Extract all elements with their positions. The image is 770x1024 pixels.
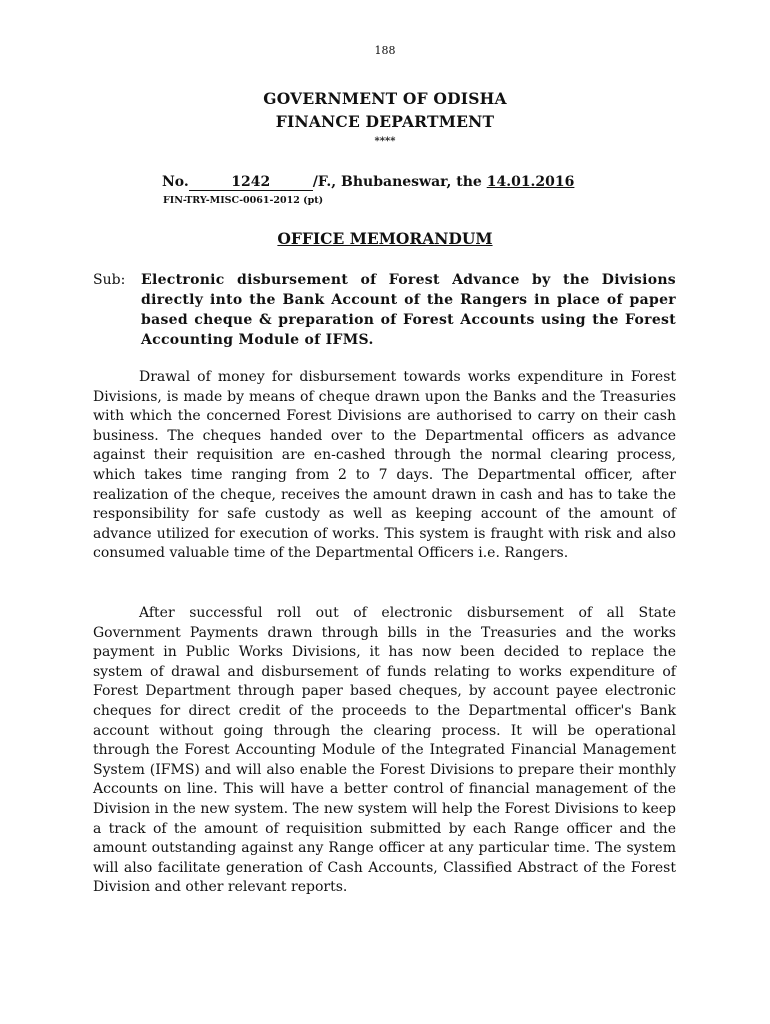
- government-heading: GOVERNMENT OF ODISHA: [263, 89, 507, 108]
- reference-line: [162, 174, 574, 191]
- reference-suffix: /F., Bhubaneswar, the: [312, 174, 482, 190]
- subject-label: Sub:: [93, 272, 126, 288]
- reference-no-label: No.: [162, 174, 189, 190]
- reference-number: 1242: [189, 175, 313, 191]
- page-number: 188: [374, 44, 396, 57]
- body-paragraph-2: After successful roll out of electronic disbursement of all State Government Payments drawn through bills in the Treasuries and the works payment in Public Works Divisions, it has now been decided to replace the system of drawal and disbursement of funds relating to works expenditure of Forest Department through paper based cheques, by account payee electronic cheques for direct credit of the proceeds to the Departmental officer's Bank account without going through the clearing process. It will be operational through the Forest Accounting Module of the Integrated Financial Management System (IFMS) and will also enable the Forest Divisions to prepare their monthly Accounts on line. This will have a better control of financial management of the Division in the new system. The new system will help the Forest Divisions to keep a track of the amount of requisition submitted by each Range officer and the amount outstanding against any Range officer at any particular time. The system will also facilitate generation of Cash Accounts, Classified Abstract of the Forest Division and other relevant reports.: [93, 605, 676, 896]
- subject-text: Electronic disbursement of Forest Advance by the Divisions directly into the Bank Account of the Rangers in place of paper based cheque & preparation of Forest Accounts using the Forest Accounting Module of IFMS.: [141, 272, 676, 348]
- department-heading: FINANCE DEPARTMENT: [275, 112, 495, 131]
- memo-title: OFFICE MEMORANDUM: [277, 229, 493, 248]
- file-reference: FIN-TRY-MISC-0061-2012 (pt): [163, 195, 324, 206]
- subject-block: [93, 270, 676, 350]
- body-paragraph-1: Drawal of money for disbursement towards works expenditure in Forest Divisions, is made by means of cheque drawn upon the Banks and the Treasuries with which the concerned Forest Divisions are authorised to carry on their cash business. The cheques handed over to the Departmental officers as advance against their requisition are en-cashed through the normal clearing process, which takes time ranging from 2 to 7 days. The Departmental officer, after realization of the cheque, receives the amount drawn in cash and has to take the responsibility for safe custody as well as keeping account of the amount of advance utilized for execution of works. This system is fraught with risk and also consumed valuable time of the Departmental Officers i.e. Rangers.: [93, 369, 676, 562]
- reference-date: 14.01.2016: [486, 174, 575, 190]
- heading-separator: ****: [374, 136, 396, 147]
